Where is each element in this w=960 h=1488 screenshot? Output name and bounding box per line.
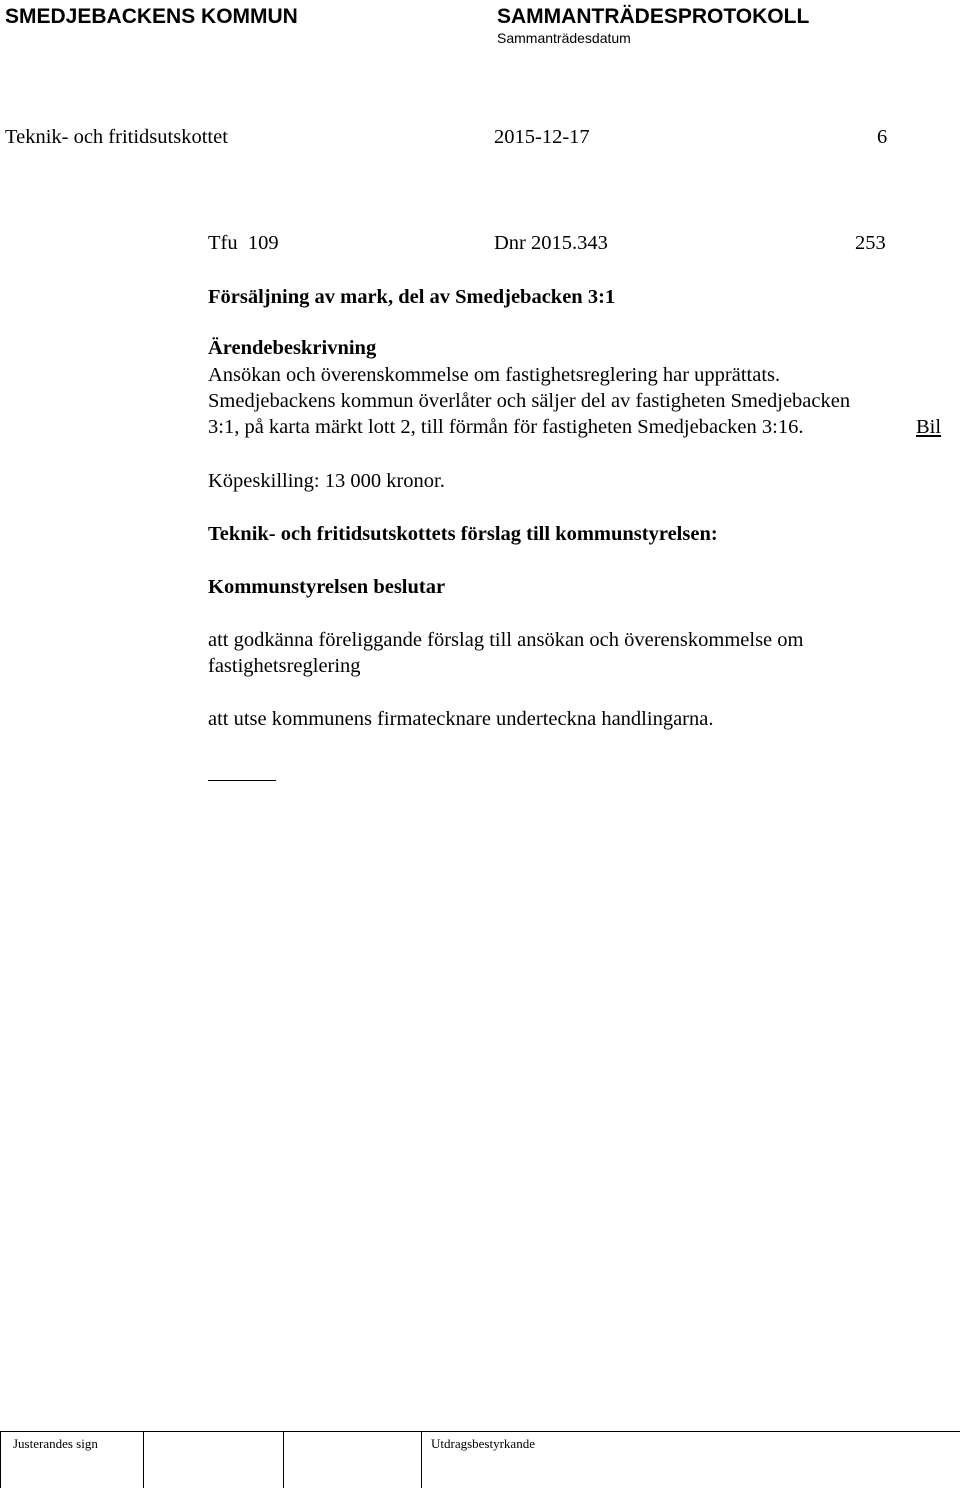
municipality-name: SMEDJEBACKENS KOMMUN — [5, 5, 298, 28]
footer-divider — [283, 1431, 284, 1488]
section-end-divider — [208, 780, 276, 781]
description-heading: Ärendebeskrivning — [208, 337, 377, 359]
document-type: SAMMANTRÄDESPROTOKOLL — [497, 5, 810, 28]
decision-heading: Kommunstyrelsen beslutar — [208, 576, 446, 598]
paragraph-number: Tfu 109 — [208, 232, 279, 254]
footer-divider — [421, 1431, 422, 1488]
footer-divider — [0, 1431, 1, 1488]
description-line: 3:1, på karta märkt lott 2, till förmån för fastigheten Smedjebacken 3:16. — [208, 416, 804, 438]
adjusters-sign-label: Justerandes sign — [13, 1436, 98, 1451]
decision-item: att utse kommunens firmatecknare underteckna handlingarna. — [208, 708, 714, 730]
decision-item: att godkänna föreliggande förslag till ansökan och överenskommelse om — [208, 629, 804, 651]
purchase-price: Köpeskilling: 13 000 kronor. — [208, 470, 445, 492]
committee-name: Teknik- och fritidsutskottet — [5, 126, 228, 148]
decision-item-continued: fastighetsreglering — [208, 655, 361, 677]
description-line: Smedjebackens kommun överlåter och säljer del av fastigheten Smedjebacken — [208, 390, 851, 412]
meeting-date-label: Sammanträdesdatum — [497, 30, 631, 46]
item-code: 253 — [855, 232, 886, 254]
diary-number: Dnr 2015.343 — [494, 232, 608, 254]
description-line: Ansökan och överenskommelse om fastighetsreglering har upprättats. — [208, 364, 781, 386]
page-number: 6 — [877, 126, 888, 148]
extract-certification-label: Utdragsbestyrkande — [431, 1436, 535, 1451]
meeting-date: 2015-12-17 — [494, 126, 590, 148]
footer-top-border — [0, 1431, 960, 1432]
item-title: Försäljning av mark, del av Smedjebacken 3:1 — [208, 286, 616, 308]
proposal-heading: Teknik- och fritidsutskottets förslag till kommunstyrelsen: — [208, 523, 718, 545]
attachment-reference: Bil — [916, 416, 942, 438]
footer-divider — [143, 1431, 144, 1488]
